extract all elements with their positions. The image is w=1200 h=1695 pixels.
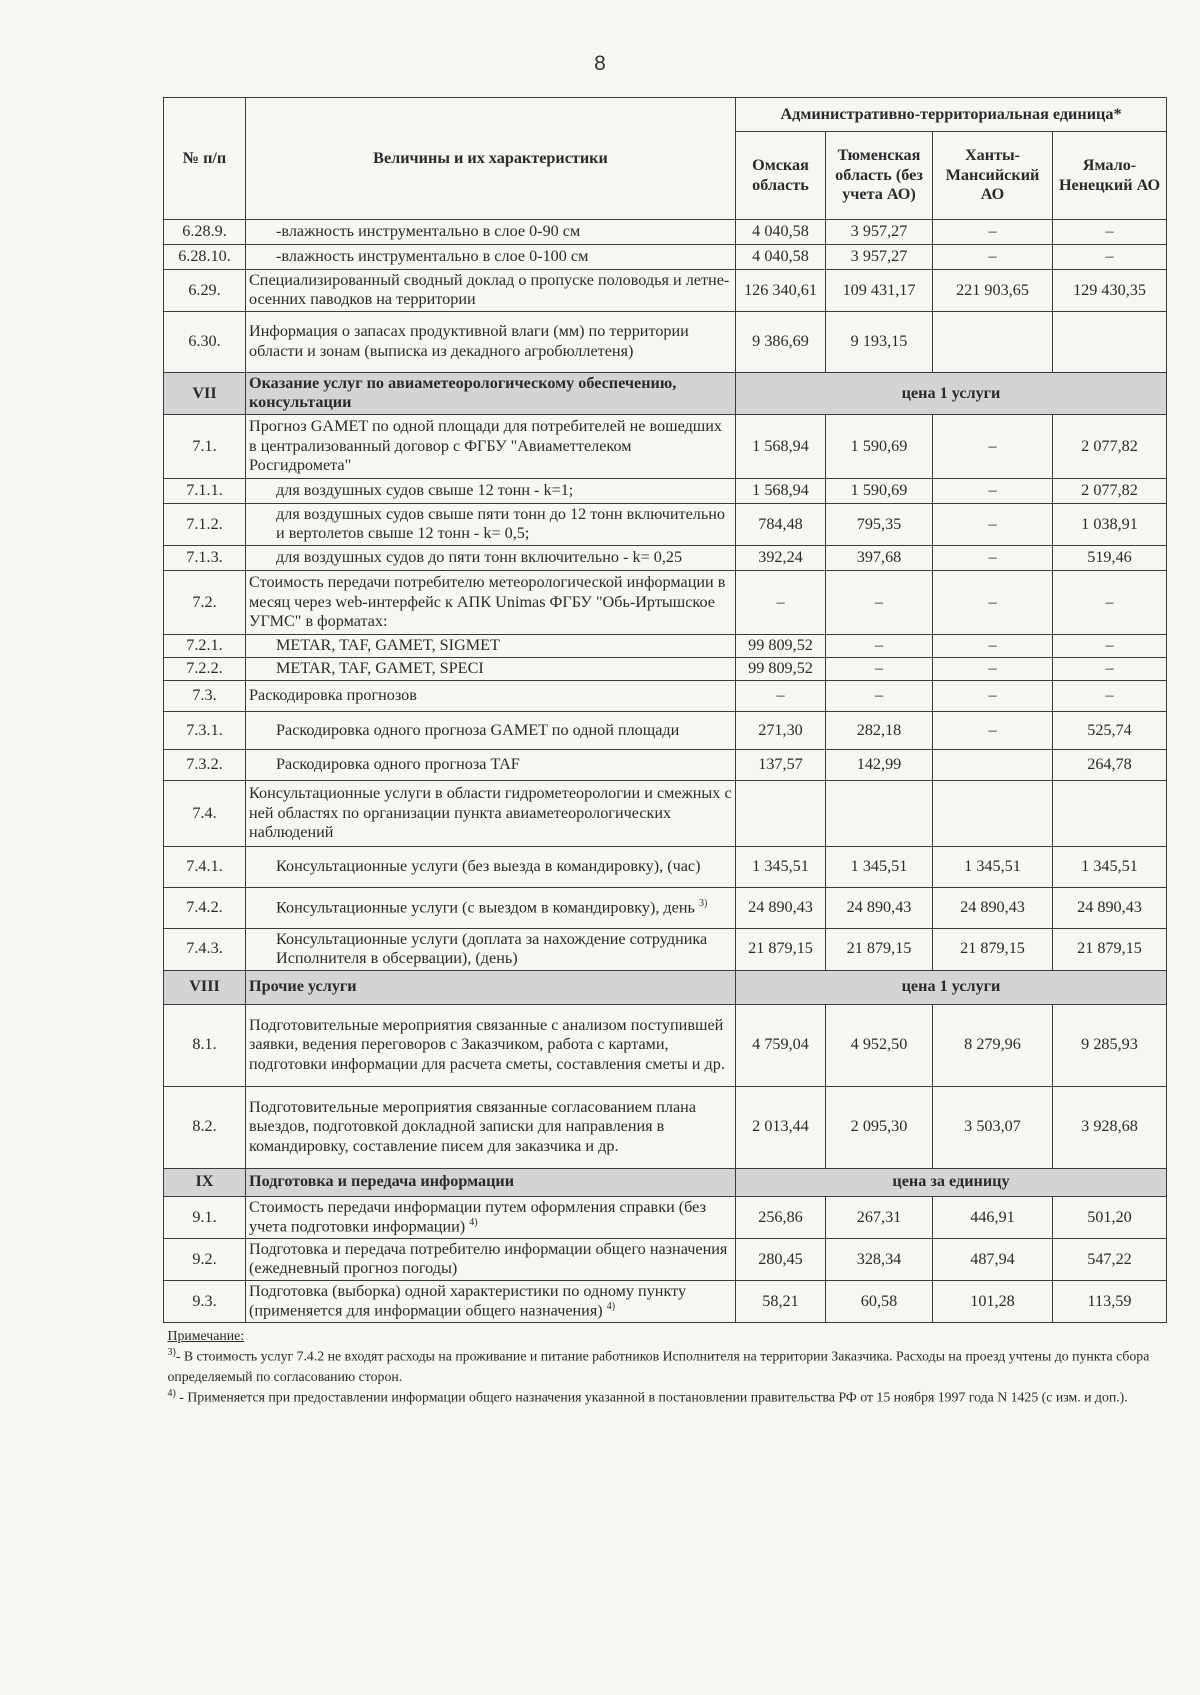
row-description — [246, 245, 736, 270]
table-row — [164, 1238, 1167, 1280]
value-yanao: 1 038,91 — [1053, 503, 1167, 545]
row-description — [246, 270, 736, 312]
section-row — [164, 1168, 1167, 1196]
table-row — [164, 570, 1167, 634]
value-omsk: 280,45 — [736, 1238, 826, 1280]
row-description — [246, 1004, 736, 1086]
value-tyumen: 9 193,15 — [826, 311, 933, 372]
table-row — [164, 846, 1167, 887]
table-row — [164, 1004, 1167, 1086]
section-number: IX — [164, 1168, 246, 1196]
value-tyumen: 267,31 — [826, 1196, 933, 1238]
row-number: 7.3.1. — [164, 711, 246, 749]
value-omsk: – — [736, 570, 826, 634]
value-khmao: 101,28 — [933, 1280, 1053, 1322]
value-tyumen: 60,58 — [826, 1280, 933, 1322]
value-yanao: – — [1053, 220, 1167, 245]
section-price-label: цена 1 услуги — [736, 372, 1167, 414]
footnote-ref: 4) — [606, 1301, 616, 1313]
value-tyumen: – — [826, 657, 933, 680]
value-tyumen: 2 095,30 — [826, 1086, 933, 1168]
section-title: Прочие услуги — [246, 970, 736, 1004]
value-yanao: 3 928,68 — [1053, 1086, 1167, 1168]
row-number: 7.1. — [164, 414, 246, 478]
notes-title: Примечание: — [167, 1328, 245, 1344]
row-number: 7.3. — [164, 680, 246, 711]
value-tyumen: 1 590,69 — [826, 414, 933, 478]
row-description — [246, 503, 736, 545]
value-yanao: 264,78 — [1053, 749, 1167, 780]
value-yanao: 519,46 — [1053, 545, 1167, 570]
row-description-text: Информация о запасах продуктивной влаги (мм) по территории области и зонам (выписка из декадного агробюллетеня) — [249, 322, 689, 360]
value-omsk: 256,86 — [736, 1196, 826, 1238]
value-omsk: 21 879,15 — [736, 928, 826, 970]
row-description — [246, 780, 736, 846]
row-description-text: Консультационные услуги (без выезда в командировку), (час) — [276, 857, 701, 876]
value-omsk: 137,57 — [736, 749, 826, 780]
table-footer — [164, 1323, 1167, 1414]
row-description-text: -влажность инструментально в слое 0-90 см — [276, 222, 581, 241]
row-description — [246, 711, 736, 749]
row-number: 7.2.1. — [164, 634, 246, 657]
value-omsk: 4 040,58 — [736, 220, 826, 245]
row-number: 7.3.2. — [164, 749, 246, 780]
value-yanao: – — [1053, 570, 1167, 634]
tariff-table — [163, 97, 1167, 1413]
value-khmao: – — [933, 220, 1053, 245]
value-omsk: 4 040,58 — [736, 245, 826, 270]
notes — [164, 1323, 1167, 1414]
value-khmao: 21 879,15 — [933, 928, 1053, 970]
row-description-text: для воздушных судов свыше 12 тонн - k=1; — [276, 481, 574, 500]
row-description — [246, 570, 736, 634]
row-description-text: Стоимость передачи информации путем оформления справки (без учета подготовки информации) — [249, 1197, 706, 1236]
value-omsk: – — [736, 680, 826, 711]
value-khmao: – — [933, 478, 1053, 503]
row-number: 7.2. — [164, 570, 246, 634]
value-omsk: 2 013,44 — [736, 1086, 826, 1168]
value-tyumen: 3 957,27 — [826, 245, 933, 270]
value-yanao: 1 345,51 — [1053, 846, 1167, 887]
value-omsk — [736, 780, 826, 846]
value-omsk: 1 345,51 — [736, 846, 826, 887]
value-tyumen: 1 345,51 — [826, 846, 933, 887]
note-text: - В стоимость услуг 7.4.2 не входят расходы на проживание и питание работников Исполнителя на территории Заказчика. Расходы на проезд учтены до пункта сбора определяемый по согласованию сторон. — [167, 1348, 1150, 1384]
header-col-number: № п/п — [164, 98, 246, 220]
value-khmao — [933, 749, 1053, 780]
row-number: 7.1.3. — [164, 545, 246, 570]
value-tyumen: 21 879,15 — [826, 928, 933, 970]
value-yanao: 2 077,82 — [1053, 478, 1167, 503]
row-description-text: Подготовка (выборка) одной характеристики по одному пункту (применяется для информации общего назначения) — [249, 1281, 687, 1320]
row-number: 6.30. — [164, 311, 246, 372]
table-row — [164, 245, 1167, 270]
row-number: 7.1.1. — [164, 478, 246, 503]
section-row — [164, 970, 1167, 1004]
row-number: 8.2. — [164, 1086, 246, 1168]
row-description — [246, 220, 736, 245]
value-khmao: – — [933, 414, 1053, 478]
section-title: Оказание услуг по авиаметеорологическому обеспечению, консультации — [246, 372, 736, 414]
table-row — [164, 780, 1167, 846]
value-tyumen: 397,68 — [826, 545, 933, 570]
row-number: 7.2.2. — [164, 657, 246, 680]
table-row — [164, 478, 1167, 503]
row-description-text: Раскодировка прогнозов — [249, 686, 417, 705]
section-title: Подготовка и передача информации — [246, 1168, 736, 1196]
table-row — [164, 634, 1167, 657]
row-number: 6.28.10. — [164, 245, 246, 270]
section-price-label: цена 1 услуги — [736, 970, 1167, 1004]
row-description-text: Раскодировка одного прогноза TAF — [276, 755, 520, 774]
row-description — [246, 680, 736, 711]
row-number: 7.4.2. — [164, 887, 246, 928]
row-number: 6.28.9. — [164, 220, 246, 245]
value-omsk: 271,30 — [736, 711, 826, 749]
section-number: VIII — [164, 970, 246, 1004]
value-tyumen: 4 952,50 — [826, 1004, 933, 1086]
value-khmao: 8 279,96 — [933, 1004, 1053, 1086]
value-tyumen: – — [826, 680, 933, 711]
table-header — [164, 98, 1167, 220]
value-yanao — [1053, 311, 1167, 372]
table-row — [164, 1086, 1167, 1168]
row-description — [246, 749, 736, 780]
table-row — [164, 414, 1167, 478]
table-row — [164, 311, 1167, 372]
table-row — [164, 270, 1167, 312]
value-khmao: – — [933, 680, 1053, 711]
header-region-khmao: Ханты-Мансийский АО — [933, 132, 1053, 220]
value-tyumen: 109 431,17 — [826, 270, 933, 312]
table-row — [164, 220, 1167, 245]
row-number: 7.1.2. — [164, 503, 246, 545]
value-tyumen: – — [826, 570, 933, 634]
value-khmao: 1 345,51 — [933, 846, 1053, 887]
value-omsk: 1 568,94 — [736, 478, 826, 503]
value-yanao: – — [1053, 245, 1167, 270]
row-description-text: для воздушных судов свыше пяти тонн до 12 тонн включительно и вертолетов свыше 12 тонн - k= 0,5; — [276, 504, 725, 543]
value-yanao: 24 890,43 — [1053, 887, 1167, 928]
footnote-ref: 4) — [469, 1217, 478, 1229]
note-superscript: 4) — [167, 1387, 176, 1399]
value-tyumen: 795,35 — [826, 503, 933, 545]
row-description-text: Подготовительные мероприятия связанные согласованием плана выездов, подготовкой докладной записки для направления в командировку, составление писем для заказчика и др. — [249, 1097, 697, 1155]
table-row — [164, 503, 1167, 545]
value-yanao: 501,20 — [1053, 1196, 1167, 1238]
row-description-text: Стоимость передачи потребителю метеорологической информации в месяц через web-интерфейс к АПК Unimas ФГБУ "Обь-Иртышское УГМС" в форматах: — [249, 573, 726, 630]
value-tyumen: 142,99 — [826, 749, 933, 780]
row-description-text: Прогноз GAMET по одной площади для потребителей не вошедших в централизованный договор с ФГБУ "Авиаметтелеком Росгидромета" — [249, 417, 723, 475]
value-yanao: 21 879,15 — [1053, 928, 1167, 970]
value-omsk: 1 568,94 — [736, 414, 826, 478]
value-omsk: 58,21 — [736, 1280, 826, 1322]
value-khmao: 446,91 — [933, 1196, 1053, 1238]
row-description-text: Консультационные услуги (с выездом в командировку), день — [276, 898, 695, 917]
row-description-text: METAR, TAF, GAMET, SIGMET — [276, 636, 500, 655]
row-description-text: METAR, TAF, GAMET, SPECI — [276, 659, 484, 678]
note-text: - Применяется при предоставлении информации общего назначения указанной в постановлении правительства РФ от 15 ноября 1997 года N 1425 (с изм. и доп.). — [175, 1389, 1128, 1405]
table-row — [164, 657, 1167, 680]
row-number: 9.3. — [164, 1280, 246, 1322]
row-description — [246, 414, 736, 478]
value-khmao: – — [933, 570, 1053, 634]
table-row — [164, 1196, 1167, 1238]
value-tyumen: 1 590,69 — [826, 478, 933, 503]
value-khmao — [933, 311, 1053, 372]
header-region-yanao: Ямало-Ненецкий АО — [1053, 132, 1167, 220]
table-row — [164, 928, 1167, 970]
row-description-text: Консультационные услуги в области гидрометеорологии и смежных с ней областях по организации пункта авиаметеорологических наблюдений — [249, 784, 732, 841]
row-description-text: для воздушных судов до пяти тонн включительно - k= 0,25 — [276, 548, 683, 567]
row-description — [246, 478, 736, 503]
row-description — [246, 1196, 736, 1238]
value-khmao: 3 503,07 — [933, 1086, 1053, 1168]
value-khmao — [933, 780, 1053, 846]
row-number: 8.1. — [164, 1004, 246, 1086]
value-tyumen: 328,34 — [826, 1238, 933, 1280]
value-omsk: 4 759,04 — [736, 1004, 826, 1086]
row-description — [246, 545, 736, 570]
row-description-text: Консультационные услуги (доплата за нахождение сотрудника Исполнителя в обсервации), (день) — [276, 929, 708, 968]
row-description-text: Подготовка и передача потребителю информации общего назначения (ежедневный прогноз погоды) — [249, 1239, 728, 1278]
row-number: 9.1. — [164, 1196, 246, 1238]
value-tyumen: – — [826, 634, 933, 657]
row-description — [246, 657, 736, 680]
value-omsk: 99 809,52 — [736, 634, 826, 657]
value-tyumen: 3 957,27 — [826, 220, 933, 245]
row-number: 9.2. — [164, 1238, 246, 1280]
table-row — [164, 1280, 1167, 1322]
row-number: 7.4.1. — [164, 846, 246, 887]
note-item — [168, 1387, 1163, 1408]
table-row — [164, 887, 1167, 928]
section-price-label: цена за единицу — [736, 1168, 1167, 1196]
section-row — [164, 372, 1167, 414]
row-description — [246, 311, 736, 372]
value-omsk: 126 340,61 — [736, 270, 826, 312]
page-number: 8 — [594, 52, 606, 75]
note-item — [168, 1346, 1163, 1387]
row-description-text: -влажность инструментально в слое 0-100 см — [276, 247, 589, 266]
row-description — [246, 1238, 736, 1280]
value-tyumen: 282,18 — [826, 711, 933, 749]
table-body — [164, 220, 1167, 1323]
value-tyumen: 24 890,43 — [826, 887, 933, 928]
row-description-text: Раскодировка одного прогноза GAMET по одной площади — [276, 720, 680, 739]
value-yanao: – — [1053, 680, 1167, 711]
row-number: 7.4.3. — [164, 928, 246, 970]
table-row — [164, 545, 1167, 570]
row-number: 7.4. — [164, 780, 246, 846]
header-col-description: Величины и их характеристики — [246, 98, 736, 220]
value-khmao: – — [933, 545, 1053, 570]
header-region-tyumen: Тюменская область (без учета АО) — [826, 132, 933, 220]
header-group-regions: Административно-территориальная единица* — [736, 98, 1167, 132]
value-omsk: 784,48 — [736, 503, 826, 545]
value-yanao: 113,59 — [1053, 1280, 1167, 1322]
value-omsk: 9 386,69 — [736, 311, 826, 372]
value-omsk: 24 890,43 — [736, 887, 826, 928]
value-yanao: – — [1053, 657, 1167, 680]
row-description — [246, 887, 736, 928]
section-number: VII — [164, 372, 246, 414]
table-row — [164, 749, 1167, 780]
value-khmao: 487,94 — [933, 1238, 1053, 1280]
value-yanao: – — [1053, 634, 1167, 657]
note-superscript: 3) — [167, 1347, 176, 1359]
value-yanao: 525,74 — [1053, 711, 1167, 749]
value-yanao — [1053, 780, 1167, 846]
value-khmao: 221 903,65 — [933, 270, 1053, 312]
value-khmao: – — [933, 657, 1053, 680]
header-region-omsk: Омская область — [736, 132, 826, 220]
value-yanao: 129 430,35 — [1053, 270, 1167, 312]
value-omsk: 392,24 — [736, 545, 826, 570]
row-description — [246, 928, 736, 970]
row-description-text: Подготовительные мероприятия связанные с анализом поступившей заявки, ведения переговоров с Заказчиком, работа с картами, подготовки информации для расчета сметы, составления сметы и др. — [249, 1015, 725, 1073]
row-description-text: Специализированный сводный доклад о пропуске половодья и летне-осенних паводков на территории — [249, 271, 730, 309]
table-row — [164, 711, 1167, 749]
value-yanao: 547,22 — [1053, 1238, 1167, 1280]
table-row — [164, 680, 1167, 711]
value-khmao: – — [933, 503, 1053, 545]
row-description — [246, 1280, 736, 1322]
value-omsk: 99 809,52 — [736, 657, 826, 680]
value-khmao: – — [933, 634, 1053, 657]
value-yanao: 9 285,93 — [1053, 1004, 1167, 1086]
row-description — [246, 634, 736, 657]
row-description — [246, 846, 736, 887]
value-khmao: – — [933, 711, 1053, 749]
value-khmao: – — [933, 245, 1053, 270]
value-yanao: 2 077,82 — [1053, 414, 1167, 478]
value-tyumen — [826, 780, 933, 846]
row-number: 6.29. — [164, 270, 246, 312]
footnote-ref: 3) — [698, 897, 708, 909]
row-description — [246, 1086, 736, 1168]
value-khmao: 24 890,43 — [933, 887, 1053, 928]
